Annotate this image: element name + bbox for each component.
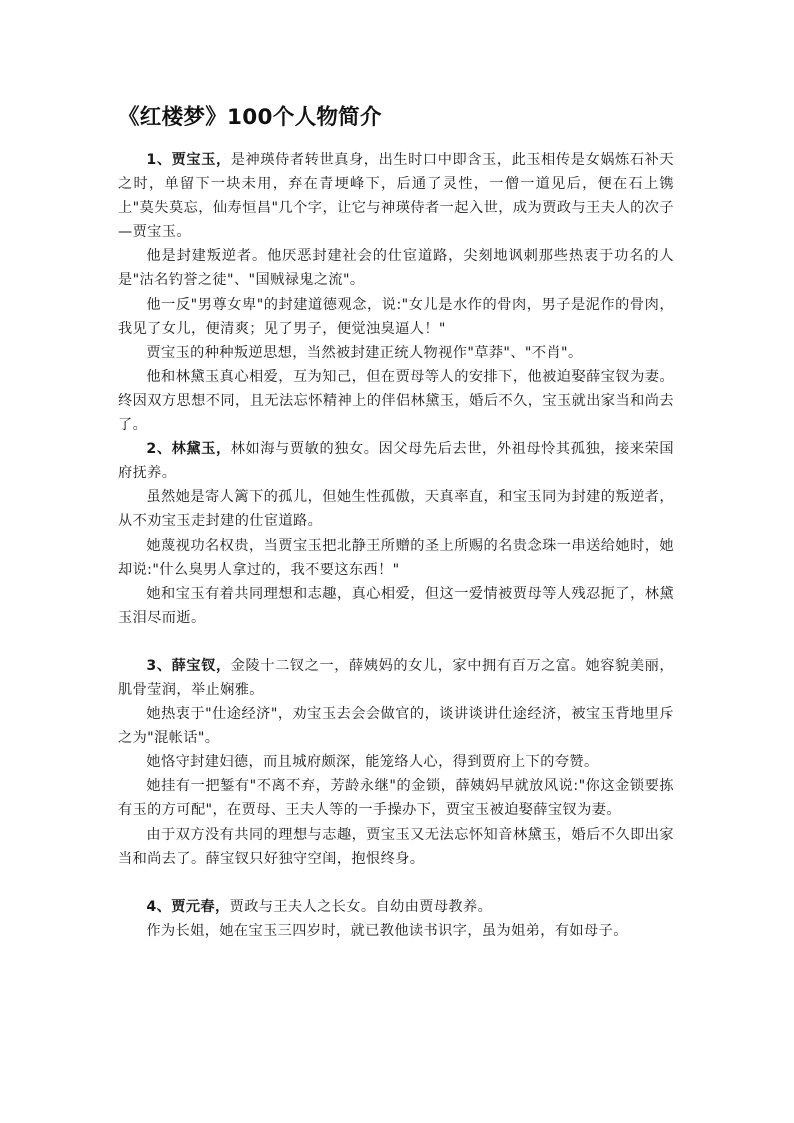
- paragraph: 她挂有一把錾有"不离不弃，芳龄永继"的金锁，薛姨妈早就放风说:"你这金锁要拣有玉的方可配"，在贾母、王夫人等的一手操办下，贾宝玉被迫娶薛宝钗为妻。: [118, 778, 674, 819]
- paragraph-text: 是神瑛侍者转世真身，出生时口中即含玉，此玉相传是女娲炼石补天之时，单留下一块未用，弃在青埂峰下，后通了灵性，一僧一道见后，便在石上镌上"莫失莫忘，仙寿恒昌"几个字，让它与神瑛侍者一起入世，成为贾政与王夫人的次子—贾宝玉。: [118, 152, 674, 241]
- paragraph: 她和宝玉有着共同理想和志趣，真心相爱，但这一爱情被贾母等人残忍扼了，林黛玉泪尽而逝。: [118, 585, 674, 626]
- paragraph: 虽然她是寄人篱下的孤儿，但她生性孤傲，天真率直，和宝玉同为封建的叛逆者，从不劝宝玉走封建的仕宦道路。: [118, 489, 674, 530]
- section-3-intro: [118, 654, 674, 702]
- paragraph: 作为长姐，她在宝玉三四岁时，就已教他读书识字，虽为姐弟，有如母子。: [146, 922, 628, 939]
- paragraph: 她恪守封建妇德，而且城府颇深，能笼络人心，得到贾府上下的夸赞。: [146, 754, 599, 771]
- section-heading: 3、薛宝钗，: [146, 657, 231, 674]
- paragraph-text: 贾政与王夫人之长女。自幼由贾母教养。: [229, 898, 493, 915]
- paragraph: 她热衷于"仕途经济"，劝宝玉去会会做官的，谈讲谈讲仕途经济，被宝玉背地里斥之为"混帐话"。: [118, 706, 674, 747]
- section-1-intro: [118, 148, 674, 244]
- paragraph: 他是封建叛逆者。他厌恶封建社会的仕宦道路，尖刻地讽刺那些热衷于功名的人是"沽名钓誉之徒"、"国贼禄鬼之流"。: [118, 248, 674, 289]
- paragraph: 他和林黛玉真心相爱，互为知己，但在贾母等人的安排下，他被迫娶薛宝钗为妻。终因双方思想不同，且无法忘怀精神上的伴侣林黛玉，婚后不久，宝玉就出家当和尚去了。: [118, 368, 674, 434]
- paragraph: 他一反"男尊女卑"的封建道德观念，说:"女儿是水作的骨肉，男子是泥作的骨肉，我见了女儿，便清爽；见了男子，便觉浊臭逼人！": [118, 296, 674, 337]
- paragraph: 她蔑视功名权贵，当贾宝玉把北静王所赠的圣上所赐的名贵念珠一串送给她时，她却说:"什么臭男人拿过的，我不要这东西！": [118, 537, 674, 578]
- paragraph: 贾宝玉的种种叛逆思想，当然被封建正统人物视作"草莽"、"不肖"。: [146, 344, 583, 361]
- paragraph-text: 林如海与贾敏的独女。因父母先后去世，外祖母怜其孤独，接来荣国府抚养。: [118, 441, 674, 482]
- paragraph-text: 金陵十二钗之一，薛姨妈的女儿，家中拥有百万之富。她容貌美丽，肌骨莹润，举止娴雅。: [118, 657, 674, 698]
- section-heading: 4、贾元春，: [146, 898, 230, 915]
- document-title: 《红楼梦》100个人物简介: [118, 105, 382, 130]
- section-heading: 1、贾宝玉，: [146, 152, 231, 168]
- document-body: [118, 148, 674, 943]
- section-2-intro: [118, 437, 674, 485]
- section-4-intro: [118, 895, 674, 919]
- section-heading: 2、林黛玉，: [146, 441, 231, 458]
- paragraph: 由于双方没有共同的理想与志趣，贾宝玉又无法忘怀知音林黛玉，婚后不久即出家当和尚去了。薛宝钗只好独守空闺，抱恨终身。: [118, 826, 674, 867]
